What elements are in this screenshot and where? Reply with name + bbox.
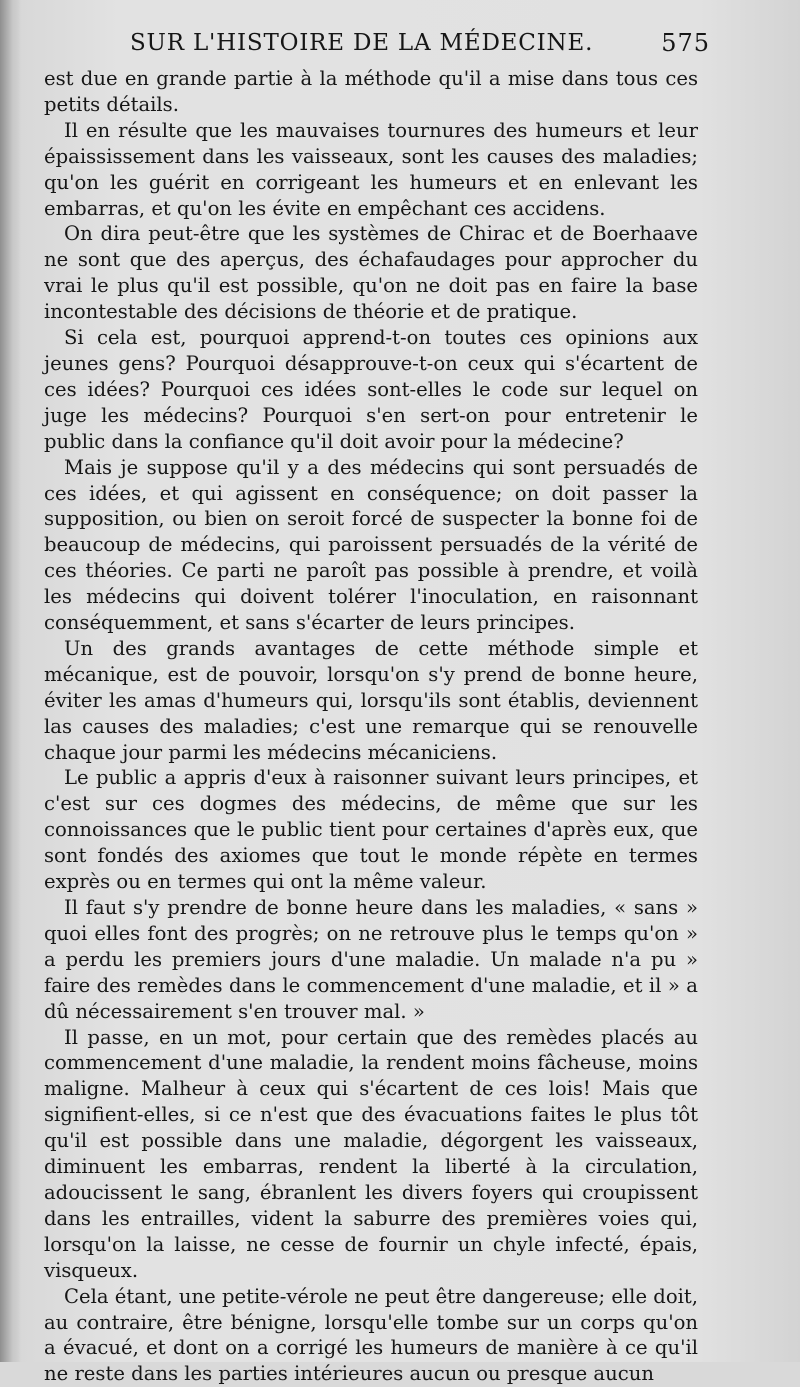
paragraph: est due en grande partie à la méthode qu'il a mise dans tous ces petits détails. <box>44 67 698 116</box>
running-title: SUR L'HISTOIRE DE LA MÉDECINE. <box>130 30 594 56</box>
paragraph: Mais je suppose qu'il y a des médecins qui sont persuadés de ces idées, et qui agissent en conséquence; on doit passer la supposition, ou bien on seroit forcé de suspecter la bonne foi de beaucoup de médecins, qui paroissent persuadés de la vérité de ces théories. Ce parti ne paroît pas possible à prendre, et voilà les médecins qui doivent tolérer l'inoculation, en raisonnant conséquemment, et sans s'écarter de leurs principes. <box>44 455 698 635</box>
paragraph: Un des grands avantages de cette méthode simple et mécanique, est de pouvoir, lorsqu'on s'y prend de bonne heure, éviter les amas d'humeurs qui, lorsqu'ils sont établis, deviennent las causes des maladies; c'est une remarque qui se renouvelle chaque jour parmi les médecins mécaniciens. <box>44 636 698 764</box>
paragraph: Il passe, en un mot, pour certain que des remèdes placés au commencement d'une maladie, la rendent moins fâcheuse, moins maligne. Malheur à ceux qui s'écartent de ces lois! Mais que signifient-elles, si ce n'est que des évacuations faites le plus tôt qu'il est possible dans une maladie, dégorgent les vaisseaux, diminuent les embarras, rendent la liberté à la circulation, adoucissent le sang, ébranlent les divers foyers qui croupissent dans les entrailles, vident la saburre des premières voies qui, lorsqu'on la laisse, ne cesse de fournir un chyle infecté, épais, visqueux. <box>44 1025 698 1282</box>
binding-shadow <box>0 0 22 1362</box>
page-header <box>130 30 710 60</box>
paragraph: Si cela est, pourquoi apprend-t-on toutes ces opinions aux jeunes gens? Pourquoi désapprouve-t-on ceux qui s'écartent de ces idées? Pourquoi ces idées sont-elles le code sur lequel on juge les médecins? Pourquoi s'en sert-on pour entretenir le public dans la confiance qu'il doit avoir pour la médecine? <box>44 326 698 453</box>
paragraph: On dira peut-être que les systèmes de Chirac et de Boerhaave ne sont que des aperçus, des échafaudages pour approcher du vrai le plus qu'il est possible, qu'on ne doit pas en faire la base incontestable des décisions de théorie et de pratique. <box>44 222 698 324</box>
body-text <box>44 66 698 1387</box>
paragraph: Il en résulte que les mauvaises tournures des humeurs et leur épaississement dans les vaisseaux, sont les causes des maladies; qu'on les guérit en corrigeant les humeurs et en enlevant les embarras, et qu'on les évite en empêchant ces accidens. <box>44 118 698 220</box>
paragraph: Le public a appris d'eux à raisonner suivant leurs principes, et c'est sur ces dogmes des médecins, de même que sur les connoissances que le public tient pour certaines d'après eux, que sont fondés des axiomes que tout le monde répète en termes exprès ou en termes qui ont la même valeur. <box>44 766 698 894</box>
paragraph: Cela étant, une petite-vérole ne peut être dangereuse; elle doit, au contraire, être bénigne, lorsqu'elle tombe sur un corps qu'on a évacué, et dont on a corrigé les humeurs de manière à ce qu'il ne reste dans les parties intérieures aucun ou presque aucun <box>44 1284 698 1386</box>
page-number: 575 <box>661 29 710 57</box>
paragraph: Il faut s'y prendre de bonne heure dans les maladies, « sans » quoi elles font des progrès; on ne retrouve plus le temps qu'on » a perdu les premiers jours d'une maladie. Un malade n'a pu » faire des remèdes dans le commencement d'une maladie, et il » a dû nécessairement s'en trouver mal. » <box>44 896 698 1023</box>
